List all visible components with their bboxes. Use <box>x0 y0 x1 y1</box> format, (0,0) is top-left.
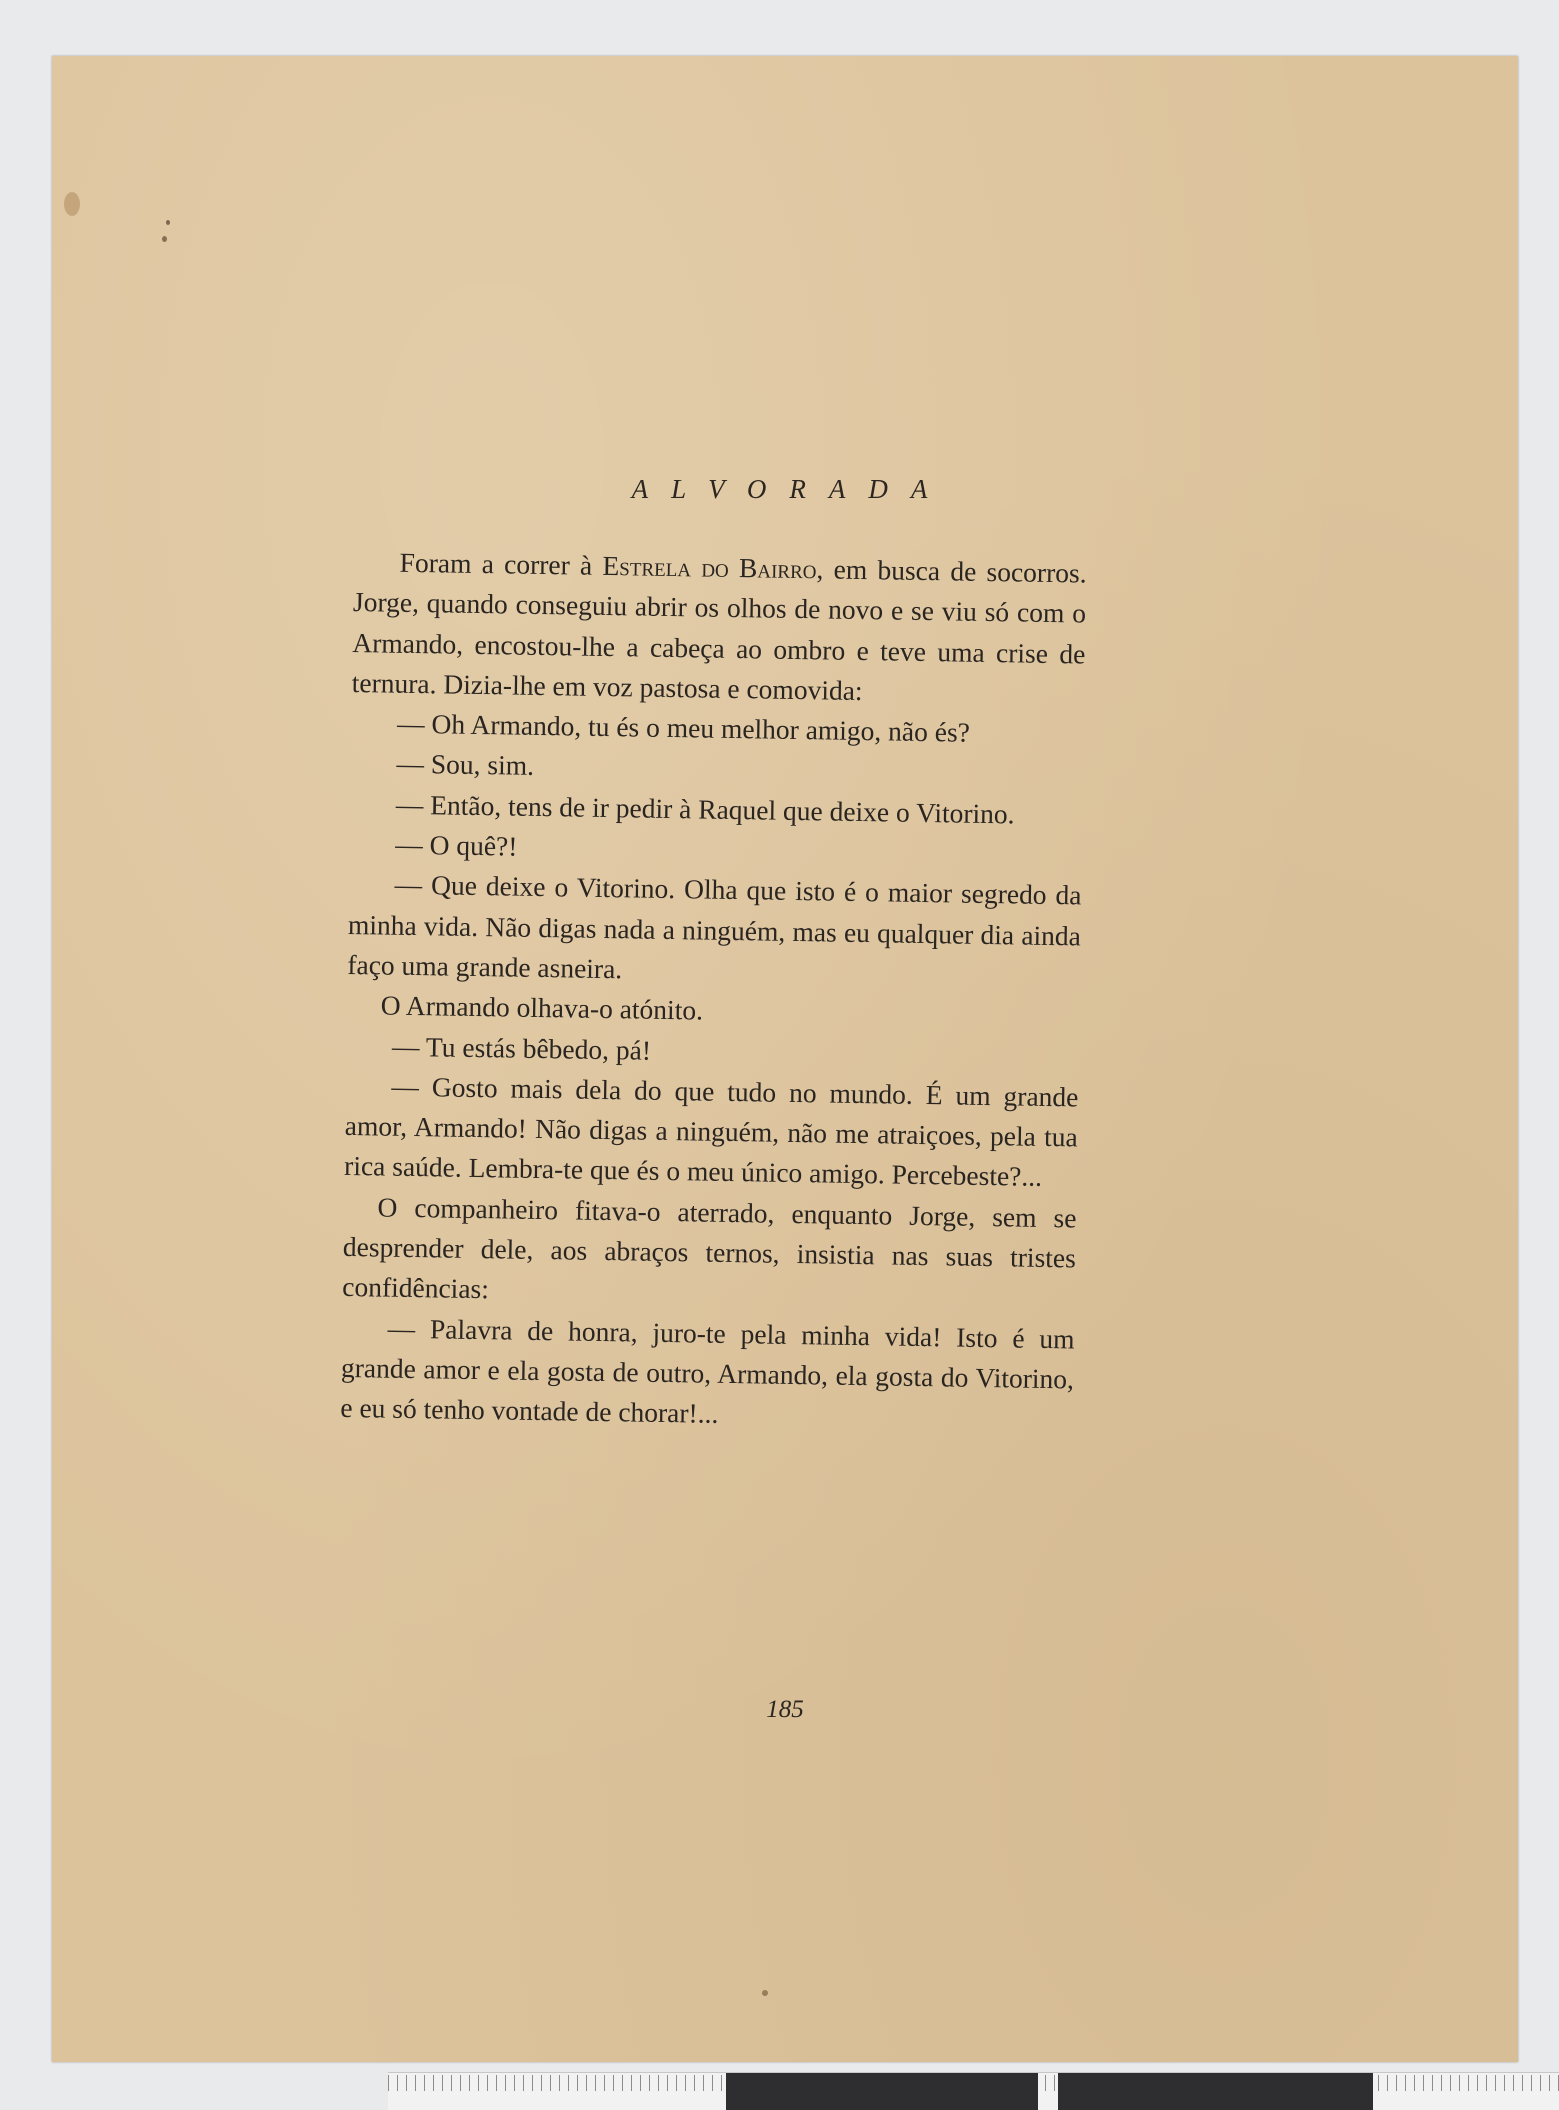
ruler-black-bar <box>726 2073 1038 2110</box>
ruler-black-bar <box>1058 2073 1373 2110</box>
dialogue-line: — Então, tens de ir pedir à Raquel que deixe o Vitorino. <box>395 788 1015 830</box>
dialogue-line: — Palavra de honra, juro-te pela minha vida! Isto é um grande amor e ela gosta de outro, Armando, ela gosta do Vitorino, e eu só tenho vontade de chorar!... <box>340 1312 1075 1430</box>
page-number: 185 <box>766 1696 804 1723</box>
paper-stain <box>162 236 167 242</box>
dialogue-line: — Tu estás bêbedo, pá! <box>391 1030 652 1066</box>
paper-stain <box>762 1990 768 1996</box>
paper-stain <box>166 220 170 225</box>
paragraph: Foram a correr à Estrela do Bairro, em busca de socorros. Jorge, quando conseguiu abrir os olhos de novo e se viu só com o Armando, encostou-lhe a cabeça ao ombro e teve uma crise de ternura. Dizia-lhe em voz pastosa e comovida: <box>351 546 1087 706</box>
dialogue-line: — Que deixe o Vitorino. Olha que isto é o maior segredo da minha vida. Não digas nada a ninguém, mas eu qualquer dia ainda faço uma grande asneira. <box>347 869 1082 985</box>
place-name: Estrela do Bairro <box>602 549 817 585</box>
paragraph: O Armando olhava-o atónito. <box>380 989 704 1026</box>
dialogue-line: — O quê?! <box>395 828 518 862</box>
scale-ruler <box>388 2072 1559 2110</box>
dialogue-line: — Gosto mais dela do que tudo no mundo. É um grande amor, Armando! Não digas a ninguém, não me atraiçoes, pela tua rica saúde. Lembra-te que és o meu único amigo. Percebeste?... <box>343 1070 1079 1193</box>
page-text <box>340 542 1087 1440</box>
paragraph: O companheiro fitava-o aterrado, enquanto Jorge, sem se desprender dele, aos abraços ternos, insistia nas suas tristes confidências: <box>342 1191 1077 1305</box>
paper-stain <box>64 192 80 216</box>
dialogue-line: — Sou, sim. <box>396 748 535 782</box>
running-head: ALVORADA <box>631 474 951 504</box>
book-page <box>52 56 1518 2062</box>
dialogue-line: — Oh Armando, tu és o meu melhor amigo, não és? <box>396 707 971 748</box>
